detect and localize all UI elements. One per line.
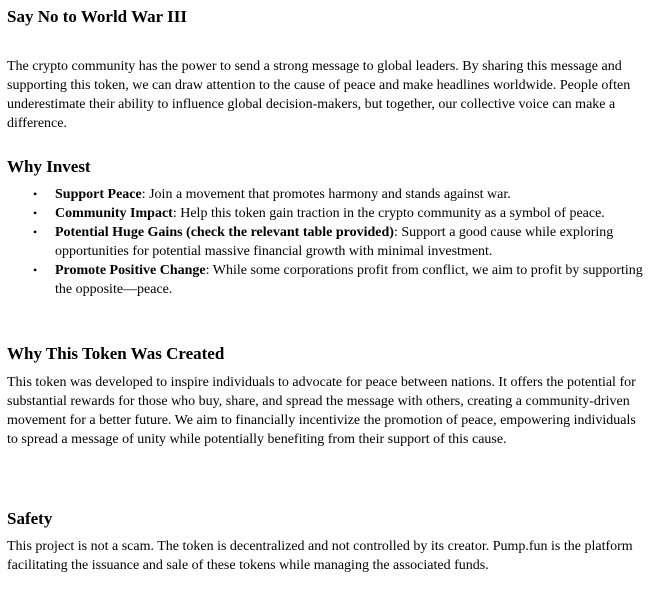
safety-heading: Safety (7, 509, 53, 528)
list-item-term: Community Impact (55, 206, 173, 221)
list-item-term: Promote Positive Change (55, 263, 206, 278)
list-item-text: : Help this token gain traction in the crypto community as a symbol of peace. (172, 206, 605, 221)
safety-paragraph: This project is not a scam. The token is decentralized and not controlled by its creator. Pump.fun is the platform facilitating the issuance and sale of these tokens while managing the associated funds. (7, 539, 633, 573)
list-item-text: : Support a good cause while exploring opportunities for potential massive financial growth with minimal investment. (55, 225, 614, 259)
why-invest-list (7, 185, 644, 299)
list-item-text: : While some corporations profit from conflict, we aim to profit by supporting the opposite—peace. (55, 263, 643, 297)
list-item-term: Potential Huge Gains (check the relevant table provided) (55, 225, 394, 240)
list-item-text: : Join a movement that promotes harmony and stands against war. (141, 187, 511, 202)
list-item (7, 204, 644, 223)
page-title: Say No to World War III (7, 7, 187, 26)
why-invest-heading: Why Invest (7, 157, 91, 176)
intro-paragraph: The crypto community has the power to send a strong message to global leaders. By sharing this message and supporting this token, we can draw attention to the cause of peace and make headlines worldwide. People often underestimate their ability to influence global decision-makers, but together, our collective voice can make a difference. (7, 59, 631, 131)
list-item (7, 185, 644, 204)
list-item (7, 223, 644, 261)
why-created-paragraph: This token was developed to inspire individuals to advocate for peace between nations. It offers the potential for substantial rewards for those who buy, share, and spread the message with others, creating a community-driven movement for a better future. We aim to financially incentivize the promotion of peace, empowering individuals to spread a message of unity while potentially benefiting from their support of this cause. (7, 375, 636, 447)
list-item-term: Support Peace (55, 187, 142, 202)
list-item (7, 261, 644, 299)
why-created-heading: Why This Token Was Created (7, 344, 225, 363)
